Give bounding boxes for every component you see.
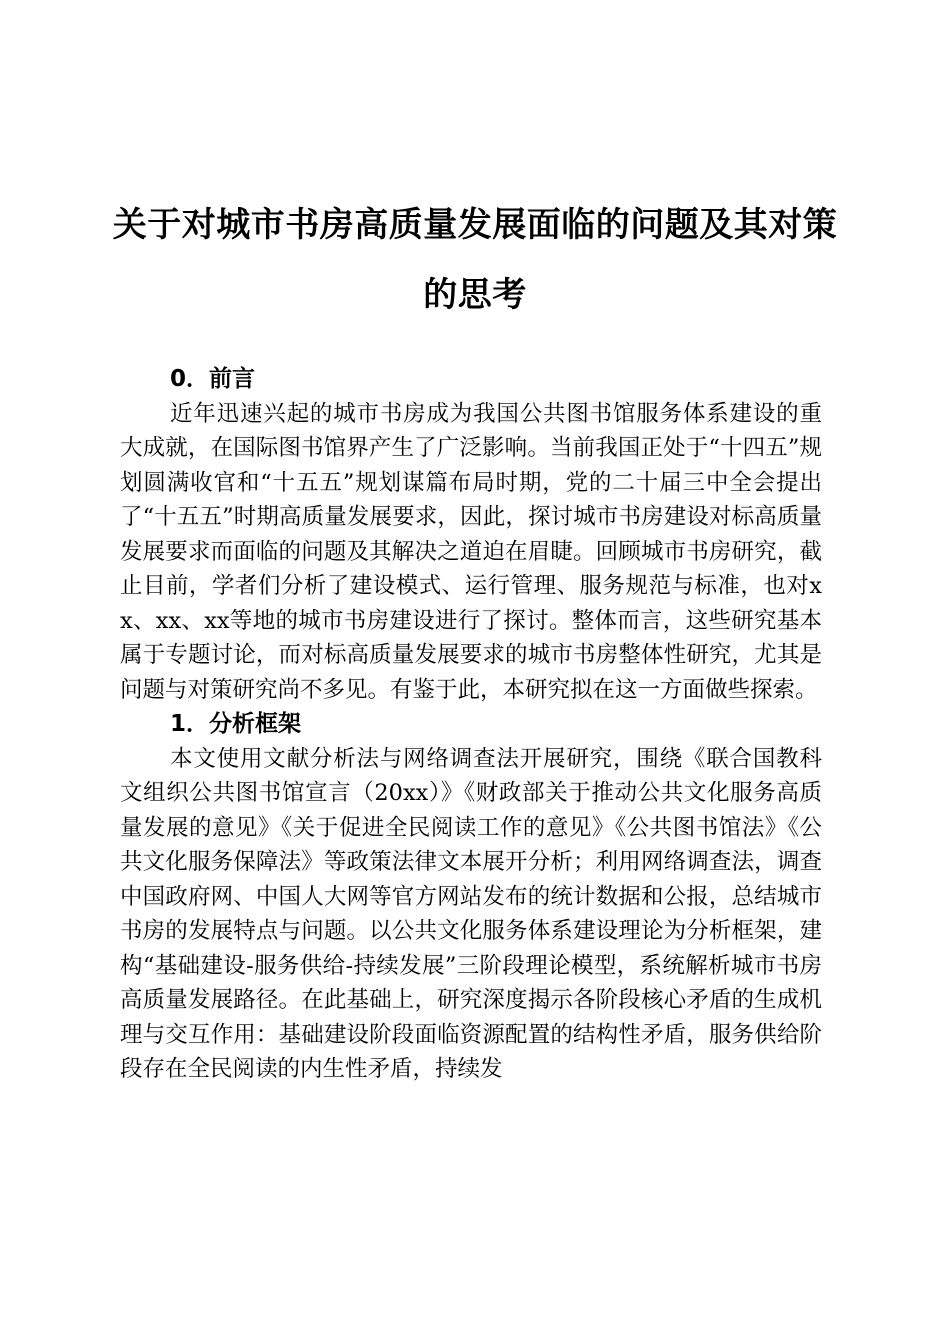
document-body [120,362,822,1087]
section-paragraph-preface: 近年迅速兴起的城市书房成为我国公共图书馆服务体系建设的重大成就，在国际图书馆界产生了广泛影响。当前我国正处于“十四五”规划圆满收官和“十五五”规划谋篇布局时期，党的二十届三中全会提出了“十五五”时期高质量发展要求，因此，探讨城市书房建设对标高质量发展要求而面临的问题及其解决之道迫在眉睫。回顾城市书房研究，截止目前，学者们分析了建设模式、运行管理、服务规范与标准，也对xx、xx、xx等地的城市书房建设进行了探讨。整体而言，这些研究基本属于专题讨论，而对标高质量发展要求的城市书房整体性研究，尤其是问题与对策研究尚不多见。有鉴于此，本研究拟在这一方面做些探索。 [120,400,822,703]
section-heading-analysis-framework: 1．分析框架 [170,711,302,737]
document-title: 关于对城市书房高质量发展面临的问题及其对策的思考 [112,205,838,315]
section-analysis-framework [120,707,822,1087]
section-heading-preface: 0．前言 [170,366,256,392]
section-preface [120,362,822,707]
section-paragraph-analysis-framework: 本文使用文献分析法与网络调查法开展研究，围绕《联合国教科文组织公共图书馆宣言（20xx）》《财政部关于推动公共文化服务高质量发展的意见》《关于促进全民阅读工作的意见》《公共图书馆法》《公共文化服务保障法》等政策法律文本展开分析；利用网络调查法，调查中国政府网、中国人大网等官方网站发布的统计数据和公报，总结城市书房的发展特点与问题。以公共文化服务体系建设理论为分析框架，建构“基础建设-服务供给-持续发展”三阶段理论模型，系统解析城市书房高质量发展路径。在此基础上，研究深度揭示各阶段核心矛盾的生成机理与交互作用：基础建设阶段面临资源配置的结构性矛盾，服务供给阶段存在全民阅读的内生性矛盾，持续发 [120,745,822,1082]
